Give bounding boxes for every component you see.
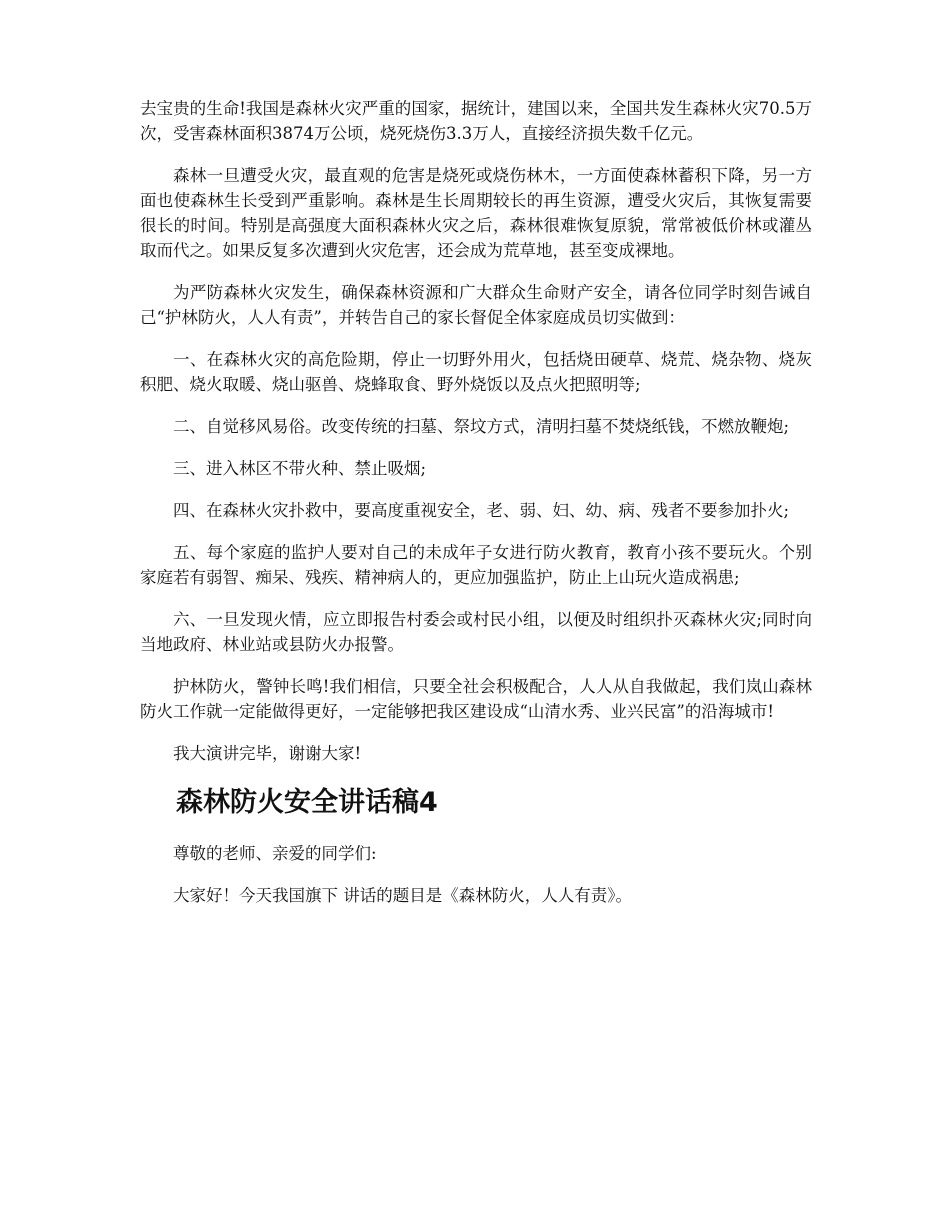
paragraph-rule-6: 六、一旦发现火情，应立即报告村委会或村民小组，以便及时组织扑灭森林火灾;同时向当地政府、林业站或县防火办报警。 (140, 610, 812, 654)
paragraph-speech-end: 我大演讲完毕，谢谢大家! (173, 744, 362, 763)
paragraph-rule-4: 四、在森林火灾扑救中，要高度重视安全，老、弱、妇、幼、病、残者不要参加扑火; (173, 501, 790, 520)
paragraph-closing-appeal: 护林防火，警钟长鸣!我们相信，只要全社会积极配合，人人从自我做起，我们岚山森林防火工作就一定能做得更好，一定能够把我区建设成“山清水秀、业兴民富”的沿海城市! (140, 677, 812, 721)
paragraph-rule-3: 三、进入林区不带火种、禁止吸烟; (173, 459, 427, 478)
section-heading: 森林防火安全讲话稿4 (176, 787, 438, 818)
paragraph-call-to-action: 为严防森林火灾发生，确保森林资源和广大群众生命财产安全，请各位同学时刻告诫自己“护林防火，人人有责”，并转告自己的家长督促全体家庭成员切实做到： (140, 283, 812, 327)
paragraph-fire-damage: 森林一旦遭受火灾，最直观的危害是烧死或烧伤林木，一方面使森林蓄积下降，另一方面也使森林生长受到严重影响。森林是生长周期较长的再生资源，遭受火灾后，其恢复需要很长的时间。特别是高强度大面积森林火灾之后，森林很难恢复原貌，常常被低价林或灌丛取而代之。如果反复多次遭到火灾危害，还会成为荒草地，甚至变成裸地。 (140, 166, 812, 260)
document-body (140, 96, 812, 925)
paragraph-greeting: 大家好！今天我国旗下 讲话的题目是《森林防火，人人有责》。 (173, 886, 632, 905)
paragraph-fire-statistics: 去宝贵的生命!我国是森林火灾严重的国家，据统计，建国以来，全国共发生森林火灾70.5万次，受害森林面积3874万公顷，烧死烧伤3.3万人，直接经济损失数千亿元。 (140, 99, 812, 143)
paragraph-rule-5: 五、每个家庭的监护人要对自己的未成年子女进行防火教育，教育小孩不要玩火。个别家庭若有弱智、痴呆、残疾、精神病人的，更应加强监护，防止上山玩火造成祸患; (140, 543, 812, 587)
paragraph-rule-1: 一、在森林火灾的高危险期，停止一切野外用火，包括烧田硬草、烧荒、烧杂物、烧灰积肥、烧火取暖、烧山驱兽、烧蜂取食、野外烧饭以及点火把照明等; (140, 350, 812, 394)
paragraph-salutation: 尊敬的老师、亲爱的同学们: (173, 844, 377, 863)
paragraph-rule-2: 二、自觉移风易俗。改变传统的扫墓、祭坟方式，清明扫墓不焚烧纸钱，不燃放鞭炮; (173, 417, 790, 436)
